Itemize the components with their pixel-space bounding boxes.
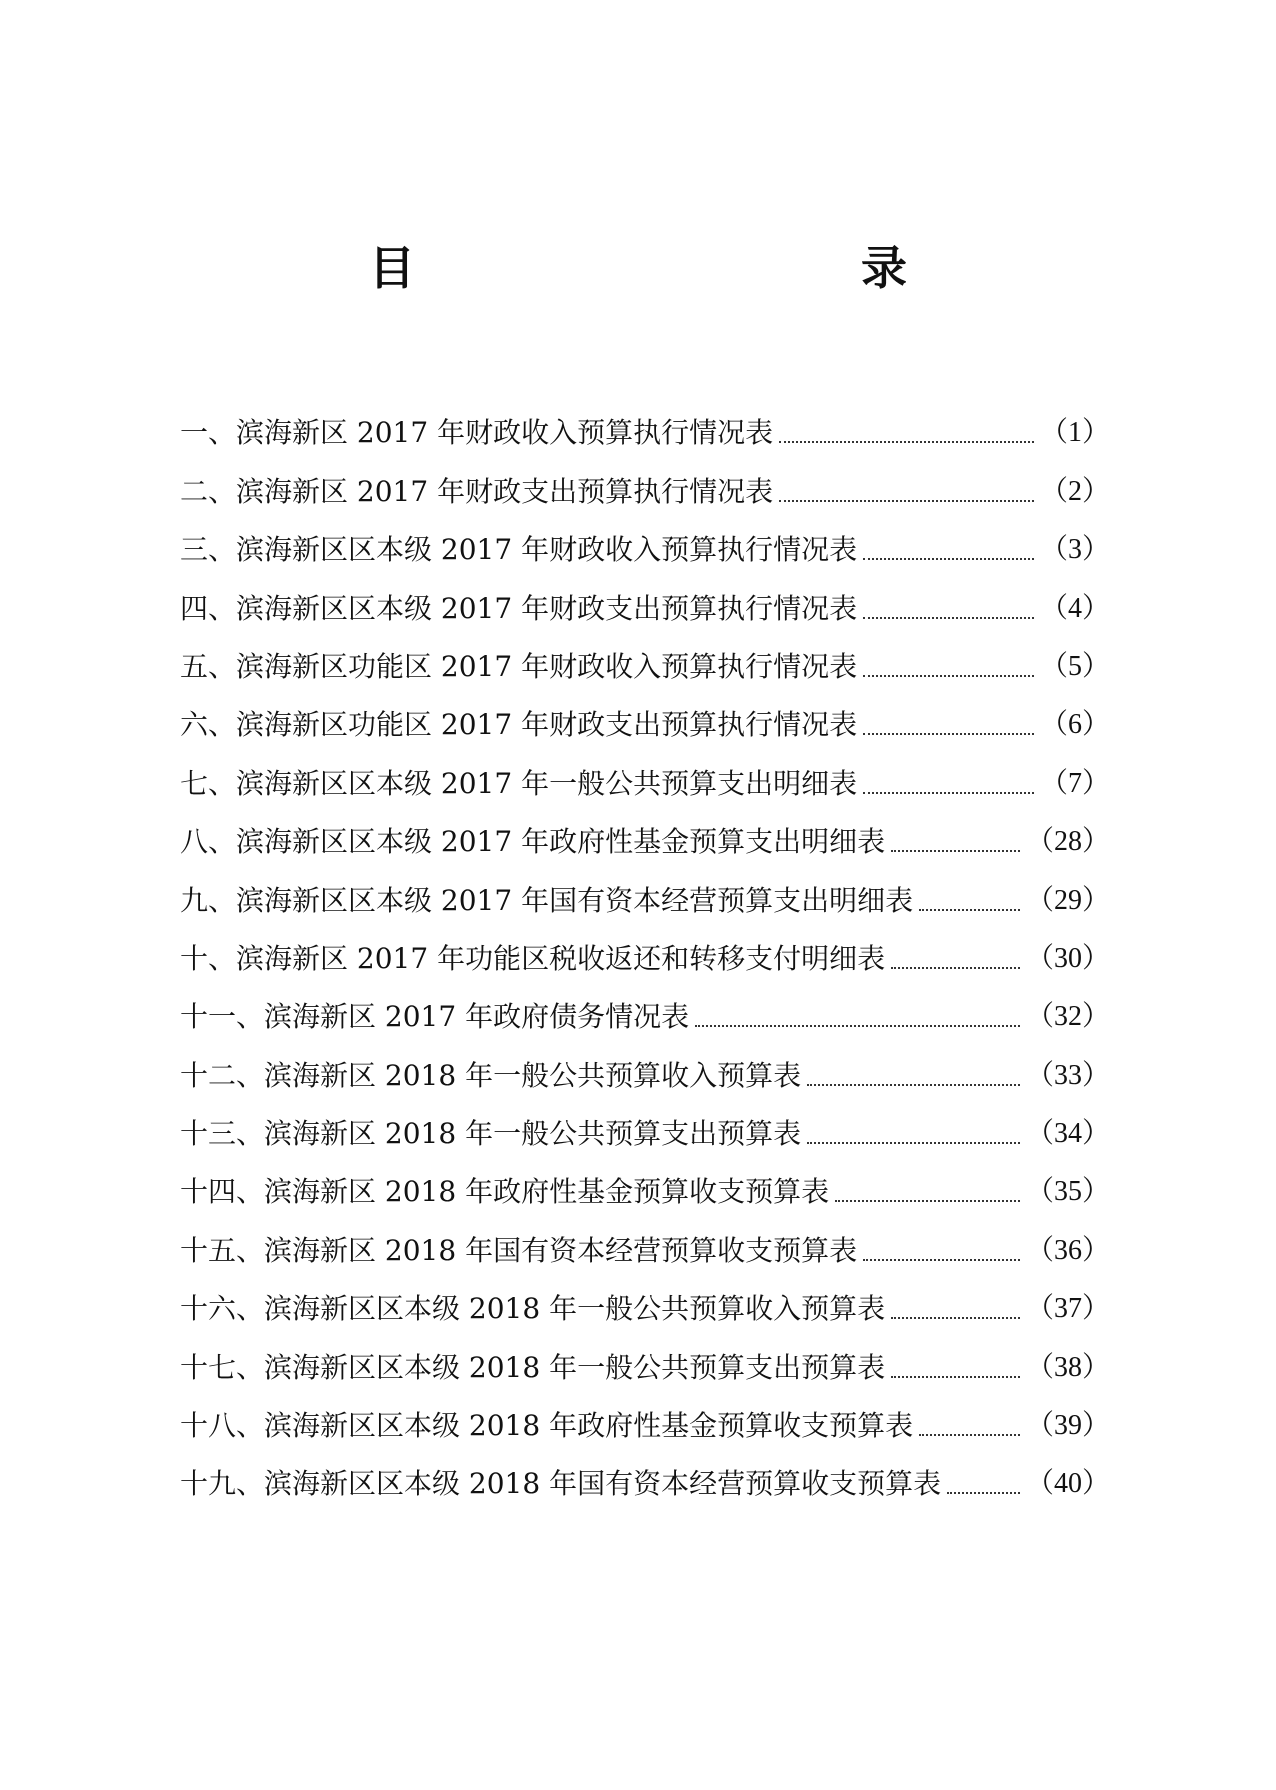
toc-entry-number: 二、 [180,474,237,508]
toc-entry-number: 四、 [180,591,237,625]
toc-dot-leader [807,1142,1020,1144]
toc-entry[interactable] [180,1096,1110,1154]
toc-entry-title: 滨海新区区本级 2018 年一般公共预算收入预算表 [264,1292,886,1326]
toc-entry-title: 滨海新区 2017 年财政支出预算执行情况表 [236,474,774,508]
toc-entry[interactable] [180,1446,1110,1504]
toc-entry-number: 六、 [180,708,237,742]
toc-entry-number: 八、 [180,825,237,859]
toc-entry-page-number: （30） [1025,942,1110,974]
toc-entry-page-number: （36） [1025,1234,1110,1266]
toc-entry[interactable] [180,395,1110,453]
page-title: 目 录 [369,241,1025,295]
toc-entry-number: 三、 [180,533,237,567]
toc-dot-leader [919,909,1020,911]
toc-entry-number: 五、 [180,649,237,683]
toc-entry-page-number: （33） [1025,1059,1110,1091]
toc-dot-leader [863,558,1034,560]
toc-entry-number: 十二、 [180,1058,265,1092]
toc-entry-page-number: （4） [1039,592,1110,624]
toc-entry-title: 滨海新区区本级 2018 年政府性基金预算收支预算表 [264,1409,914,1443]
toc-entry-page-number: （39） [1025,1410,1110,1442]
toc-entry-number: 十一、 [180,1000,265,1034]
toc-entry[interactable] [180,979,1110,1037]
toc-entry-page-number: （29） [1025,884,1110,916]
toc-entry[interactable] [180,1271,1110,1329]
toc-entry-title: 滨海新区区本级 2018 年国有资本经营预算收支预算表 [264,1467,942,1501]
toc-entry-number: 十五、 [180,1233,265,1267]
toc-entry-title: 滨海新区区本级 2017 年政府性基金预算支出明细表 [236,825,886,859]
toc-entry[interactable] [180,804,1110,862]
toc-entry-title: 滨海新区功能区 2017 年财政收入预算执行情况表 [236,649,858,683]
toc-entry[interactable] [180,745,1110,803]
toc-entry-title: 滨海新区 2018 年国有资本经营预算收支预算表 [264,1233,858,1267]
toc-dot-leader [863,1259,1020,1261]
toc-entry-title: 滨海新区区本级 2017 年财政收入预算执行情况表 [236,533,858,567]
toc-entry-number: 十八、 [180,1409,265,1443]
toc-entry-page-number: （37） [1025,1293,1110,1325]
toc-entry-page-number: （1） [1039,417,1110,449]
toc-dot-leader [891,967,1020,969]
toc-entry-number: 十、 [180,941,237,975]
toc-entry[interactable] [180,453,1110,511]
toc-entry[interactable] [180,1037,1110,1095]
toc-entry-title: 滨海新区功能区 2017 年财政支出预算执行情况表 [236,708,858,742]
toc-entry[interactable] [180,687,1110,745]
toc-entry-title: 滨海新区区本级 2017 年一般公共预算支出明细表 [236,766,858,800]
toc-dot-leader [779,441,1034,443]
toc-entry-number: 十六、 [180,1292,265,1326]
toc-entry-page-number: （3） [1039,534,1110,566]
toc-entry-number: 十九、 [180,1467,265,1501]
toc-entry-page-number: （7） [1039,767,1110,799]
toc-entry-number: 十七、 [180,1350,265,1384]
toc-entry-page-number: （6） [1039,709,1110,741]
toc-entry-title: 滨海新区 2018 年一般公共预算收入预算表 [264,1058,802,1092]
toc-entry[interactable] [180,1154,1110,1212]
toc-entry-page-number: （34） [1025,1118,1110,1150]
toc-entry-title: 滨海新区 2018 年政府性基金预算收支预算表 [264,1175,830,1209]
toc-entry-title: 滨海新区 2017 年财政收入预算执行情况表 [236,416,774,450]
toc-dot-leader [835,1200,1020,1202]
toc-entry[interactable] [180,570,1110,628]
toc-entry-page-number: （40） [1025,1468,1110,1500]
toc-entry-title: 滨海新区区本级 2017 年财政支出预算执行情况表 [236,591,858,625]
toc-dot-leader [947,1492,1020,1494]
toc-entry[interactable] [180,629,1110,687]
toc-dot-leader [919,1434,1020,1436]
toc-entry[interactable] [180,921,1110,979]
toc-entry-page-number: （38） [1025,1351,1110,1383]
toc-entry-title: 滨海新区 2017 年功能区税收返还和转移支付明细表 [236,941,886,975]
toc-entry-page-number: （28） [1025,826,1110,858]
toc-dot-leader [891,1317,1020,1319]
toc-entry[interactable] [180,1329,1110,1387]
toc-entry-title: 滨海新区区本级 2018 年一般公共预算支出预算表 [264,1350,886,1384]
toc-dot-leader [891,850,1020,852]
toc-entry[interactable] [180,1388,1110,1446]
toc-entry[interactable] [180,1212,1110,1270]
toc-dot-leader [863,675,1034,677]
toc-entry-page-number: （32） [1025,1001,1110,1033]
toc-entry-number: 一、 [180,416,237,450]
toc-entry-title: 滨海新区区本级 2017 年国有资本经营预算支出明细表 [236,883,914,917]
toc-dot-leader [891,1376,1020,1378]
toc-dot-leader [807,1084,1020,1086]
toc-dot-leader [863,792,1034,794]
toc-entry-title: 滨海新区 2018 年一般公共预算支出预算表 [264,1117,802,1151]
toc-dot-leader [695,1025,1020,1027]
toc-entry-number: 七、 [180,766,237,800]
toc-entry-page-number: （2） [1039,475,1110,507]
toc-entry[interactable] [180,862,1110,920]
toc-entry-number: 九、 [180,883,237,917]
toc-entry-page-number: （35） [1025,1176,1110,1208]
toc-entry-title: 滨海新区 2017 年政府债务情况表 [264,1000,690,1034]
toc-entry-page-number: （5） [1039,650,1110,682]
table-of-contents [180,395,1110,1504]
toc-dot-leader [863,733,1034,735]
toc-entry[interactable] [180,512,1110,570]
toc-dot-leader [779,500,1034,502]
toc-dot-leader [863,617,1034,619]
toc-entry-number: 十三、 [180,1117,265,1151]
toc-entry-number: 十四、 [180,1175,265,1209]
